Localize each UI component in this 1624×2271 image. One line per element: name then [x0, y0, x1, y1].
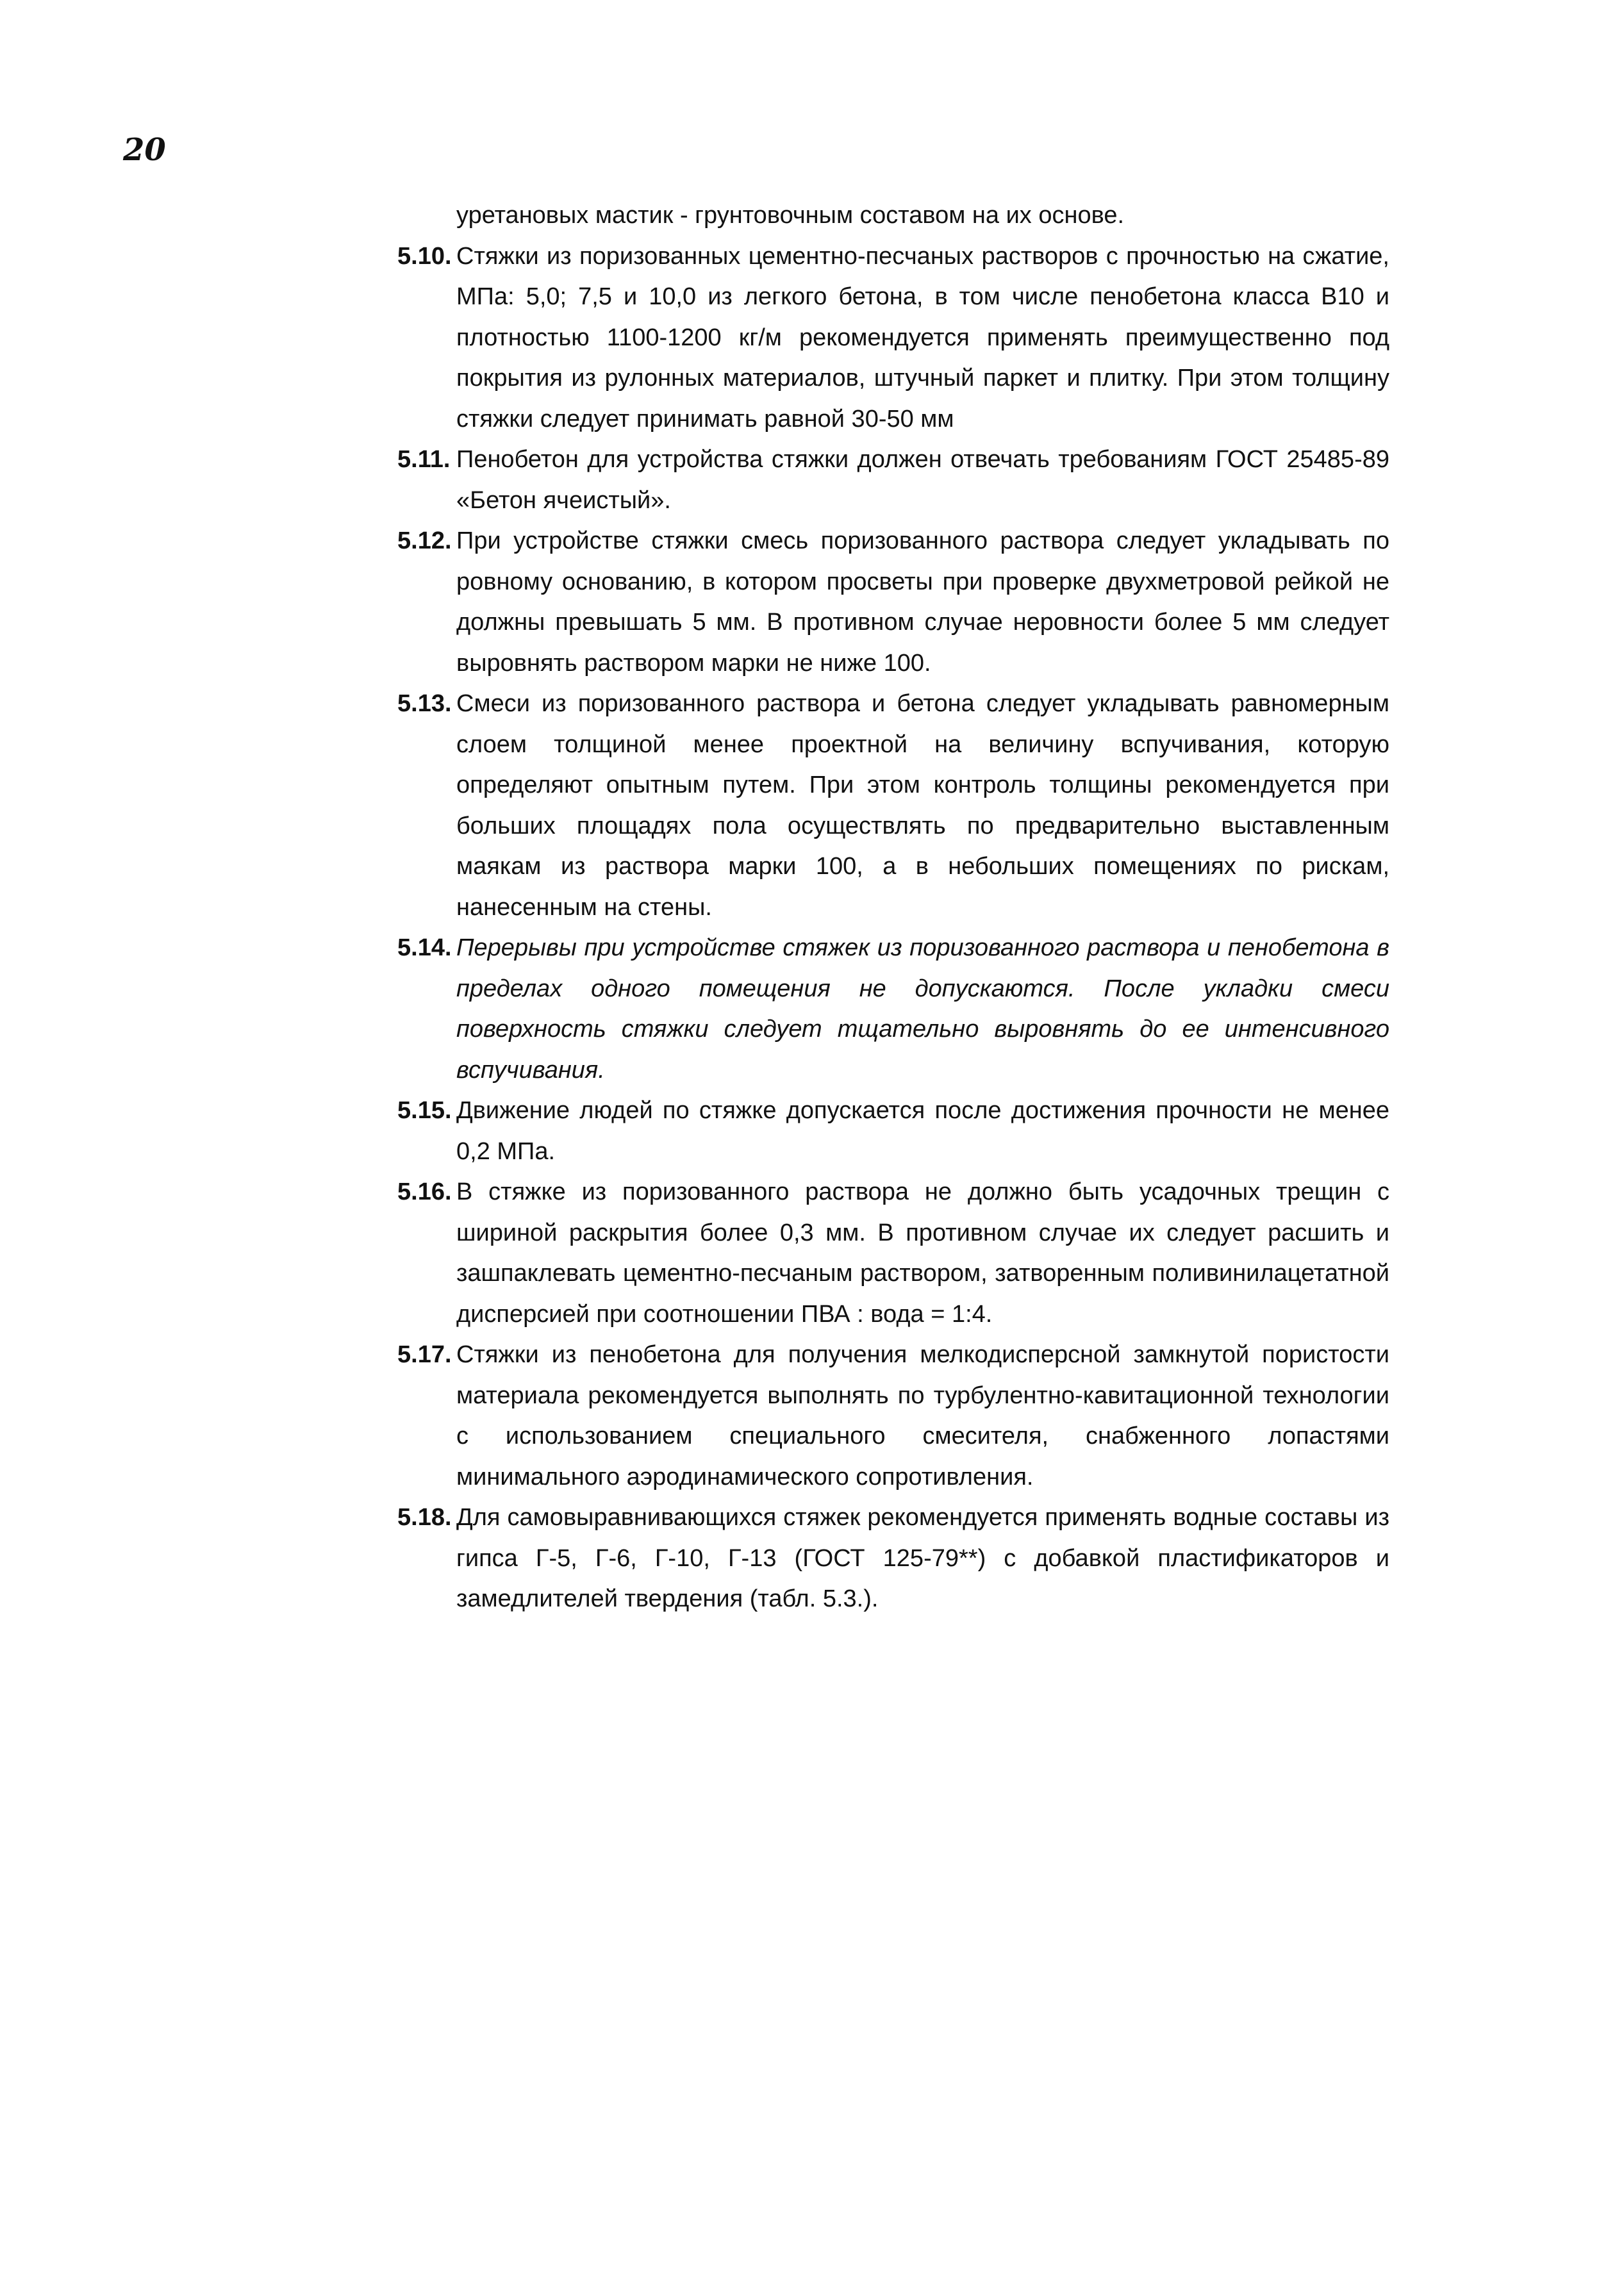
clause-5-14	[397, 928, 1389, 1091]
clause-number: 5.18.	[397, 1504, 452, 1531]
clause-5-12	[397, 521, 1389, 684]
clause-text: Стяжки из поризованных цементно-песчаных растворов с прочностью на сжатие, МПа: 5,0; 7,5 и 10,0 из легкого бетона, в том числе пенобетона класса В10 и плотностью 1100-1200 кг/м рекомендуется применять преимущественно под покрытия из рулонных материалов, штучный паркет и плитку. При этом толщину стяжки следует принимать равной 30-50 мм	[456, 242, 1389, 433]
clause-number: 5.11.	[397, 446, 451, 473]
clause-5-17	[397, 1335, 1389, 1498]
clause-5-10	[397, 236, 1389, 440]
clause-text: Стяжки из пенобетона для получения мелкодисперсной замкнутой пористости материала рекомендуется выполнять по турбулентно-кавитационной технологии с использованием специального смесителя, снабженного лопастями минимального аэродинамического сопротивления.	[456, 1341, 1389, 1491]
clause-text: Для самовыравнивающихся стяжек рекомендуется применять водные составы из гипса Г-5, Г-6, Г-10, Г-13 (ГОСТ 125-79**) с добавкой пластификаторов и замедлителей твердения (табл. 5.3.).	[456, 1504, 1389, 1612]
page-number: 20	[123, 132, 166, 168]
clause-5-13	[397, 684, 1389, 928]
clause-text: При устройстве стяжки смесь поризованного раствора следует укладывать по ровному основанию, в котором просветы при проверке двухметровой рейкой не должны превышать 5 мм. В противном случае неровности более 5 мм следует выровнять раствором марки не ниже 100.	[456, 527, 1389, 677]
clause-text: В стяжке из поризованного раствора не должно быть усадочных трещин с шириной раскрытия более 0,3 мм. В противном случае их следует расшить и зашпаклевать цементно-песчаным раствором, затворенным поливинилацетатной дисперсией при соотношении ПВА : вода = 1:4.	[456, 1178, 1389, 1328]
clause-5-18	[397, 1498, 1389, 1620]
clause-text: Перерывы при устройстве стяжек из поризованного раствора и пенобетона в пределах одного помещения не допускаются. После укладки смеси поверхность стяжки следует тщательно выровнять до ее интенсивного вспучивания.	[456, 934, 1389, 1084]
clause-number: 5.17.	[397, 1341, 452, 1368]
clause-5-15	[397, 1091, 1389, 1172]
clause-number: 5.14.	[397, 934, 452, 961]
clause-text: Пенобетон для устройства стяжки должен отвечать требованиям ГОСТ 25485-89 «Бетон ячеистый».	[456, 446, 1389, 514]
clause-number: 5.15.	[397, 1097, 452, 1124]
clause-number: 5.12.	[397, 527, 452, 554]
clause-number: 5.13.	[397, 690, 452, 717]
clause-number: 5.10.	[397, 242, 452, 270]
clause-text: Движение людей по стяжке допускается после достижения прочности не менее 0,2 МПа.	[456, 1097, 1389, 1165]
clause-5-16	[397, 1172, 1389, 1335]
clause-number: 5.16.	[397, 1178, 452, 1205]
clause-text: Смеси из поризованного раствора и бетона следует укладывать равномерным слоем толщиной менее проектной на величину вспучивания, которую определяют опытным путем. При этом контроль толщины рекомендуется при больших площадях пола осуществлять по предварительно выставленным маякам из раствора марки 100, а в небольших помещениях по рискам, нанесенным на стены.	[456, 690, 1389, 921]
continuation-paragraph: уретановых мастик - грунтовочным составом на их основе.	[456, 202, 1125, 229]
clause-5-11	[397, 440, 1389, 521]
document-body	[397, 195, 1389, 1620]
